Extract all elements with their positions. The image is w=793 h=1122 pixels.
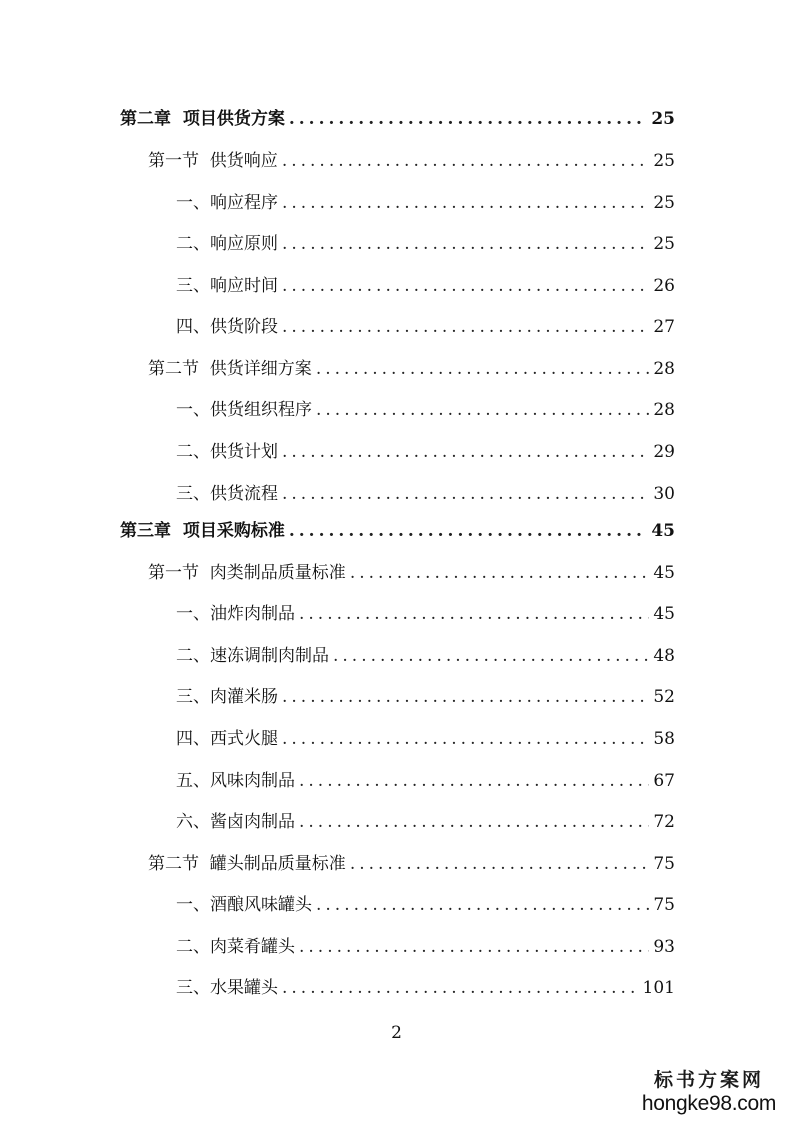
toc-entry-subsection[interactable] [176, 314, 675, 340]
toc-entry-page: 72 [653, 812, 675, 832]
toc-entry-title: 六、酱卤肉制品 [176, 812, 295, 832]
toc-entry-section[interactable] [148, 560, 675, 586]
toc-entry-page: 27 [653, 317, 675, 337]
toc-entry-title: 四、西式火腿 [176, 729, 278, 749]
toc-entry-page: 93 [653, 937, 675, 957]
toc-entry-title: 第一节 肉类制品质量标准 [148, 563, 346, 583]
toc-dot-leader [289, 106, 647, 132]
toc-entry-page: 25 [651, 109, 675, 129]
toc-entry-section[interactable] [148, 356, 675, 382]
toc-entry-title: 第二节 供货详细方案 [148, 359, 312, 379]
toc-entry-page: 45 [653, 563, 675, 583]
toc-entry-title: 三、水果罐头 [176, 978, 278, 998]
toc-entry-page: 26 [653, 276, 675, 296]
toc-dot-leader [350, 560, 650, 586]
toc-dot-leader [282, 148, 650, 174]
watermark-logo [639, 1068, 779, 1116]
page-number: 2 [391, 1023, 402, 1043]
toc-entry-title: 二、响应原则 [176, 234, 278, 254]
toc-entry-page: 48 [653, 646, 675, 666]
toc-entry-title: 二、供货计划 [176, 442, 278, 462]
watermark-brand: 标书方案网 [653, 1069, 764, 1091]
toc-entry-page: 30 [653, 484, 675, 504]
toc-entry-page: 28 [653, 359, 675, 379]
toc-dot-leader [299, 934, 649, 960]
toc-entry-title: 五、风味肉制品 [176, 771, 295, 791]
toc-dot-leader [282, 190, 649, 216]
toc-entry-title: 三、肉灌米肠 [176, 687, 278, 707]
toc-entry-subsection[interactable] [176, 809, 675, 835]
toc-dot-leader [299, 601, 649, 627]
toc-dot-leader [289, 518, 647, 544]
toc-entry-page: 28 [653, 400, 675, 420]
toc-entry-title: 二、速冻调制肉制品 [176, 646, 329, 666]
toc-entry-chapter-2[interactable] [120, 106, 675, 132]
toc-entry-page: 25 [653, 193, 675, 213]
toc-entry-subsection[interactable] [176, 231, 675, 257]
toc-entry-subsection[interactable] [176, 934, 675, 960]
toc-entry-subsection[interactable] [176, 273, 675, 299]
toc-entry-subsection[interactable] [176, 726, 675, 752]
toc-dot-leader [350, 851, 650, 877]
toc-dot-leader [299, 768, 649, 794]
toc-entry-page: 45 [653, 604, 675, 624]
toc-dot-leader [333, 643, 649, 669]
toc-entry-title: 第二章 项目供货方案 [120, 109, 285, 129]
toc-dot-leader [282, 231, 649, 257]
toc-entry-subsection[interactable] [176, 190, 675, 216]
toc-dot-leader [282, 439, 649, 465]
toc-dot-leader [316, 892, 649, 918]
toc-entry-section[interactable] [148, 148, 675, 174]
toc-entry-page: 75 [653, 895, 675, 915]
toc-dot-leader [299, 809, 649, 835]
toc-entry-title: 三、供货流程 [176, 484, 278, 504]
toc-entry-page: 67 [653, 771, 675, 791]
toc-entry-subsection[interactable] [176, 439, 675, 465]
toc-dot-leader [316, 356, 650, 382]
toc-entry-title: 二、肉菜肴罐头 [176, 937, 295, 957]
toc-entry-title: 四、供货阶段 [176, 317, 278, 337]
toc-entry-subsection[interactable] [176, 892, 675, 918]
toc-entry-title: 一、供货组织程序 [176, 400, 312, 420]
toc-entry-page: 101 [642, 978, 675, 998]
watermark-domain: hongke98.com [641, 1092, 777, 1115]
toc-entry-page: 58 [653, 729, 675, 749]
toc-dot-leader [282, 726, 649, 752]
toc-dot-leader [282, 975, 639, 1001]
toc-entry-title: 一、酒酿风味罐头 [176, 895, 312, 915]
toc-entry-subsection[interactable] [176, 601, 675, 627]
toc-entry-subsection[interactable] [176, 397, 675, 423]
toc-dot-leader [282, 273, 649, 299]
toc-entry-page: 29 [653, 442, 675, 462]
toc-entry-title: 第二节 罐头制品质量标准 [148, 854, 346, 874]
toc-entry-subsection[interactable] [176, 975, 675, 1001]
toc-entry-subsection[interactable] [176, 768, 675, 794]
toc-entry-page: 52 [653, 687, 675, 707]
toc-dot-leader [282, 314, 649, 340]
toc-entry-chapter-3[interactable] [120, 518, 675, 544]
toc-entry-subsection[interactable] [176, 684, 675, 710]
toc-entry-title: 一、响应程序 [176, 193, 278, 213]
toc-entry-subsection[interactable] [176, 643, 675, 669]
toc-dot-leader [282, 684, 649, 710]
toc-entry-page: 25 [653, 234, 675, 254]
toc-dot-leader [316, 397, 649, 423]
toc-entry-page: 45 [651, 521, 675, 541]
toc-entry-title: 第一节 供货响应 [148, 151, 278, 171]
toc-entry-title: 三、响应时间 [176, 276, 278, 296]
toc-entry-title: 第三章 项目采购标准 [120, 521, 285, 541]
toc-entry-title: 一、油炸肉制品 [176, 604, 295, 624]
toc-entry-page: 25 [653, 151, 675, 171]
toc-dot-leader [282, 481, 649, 507]
toc-entry-page: 75 [653, 854, 675, 874]
toc-entry-section[interactable] [148, 851, 675, 877]
toc-entry-subsection[interactable] [176, 481, 675, 507]
